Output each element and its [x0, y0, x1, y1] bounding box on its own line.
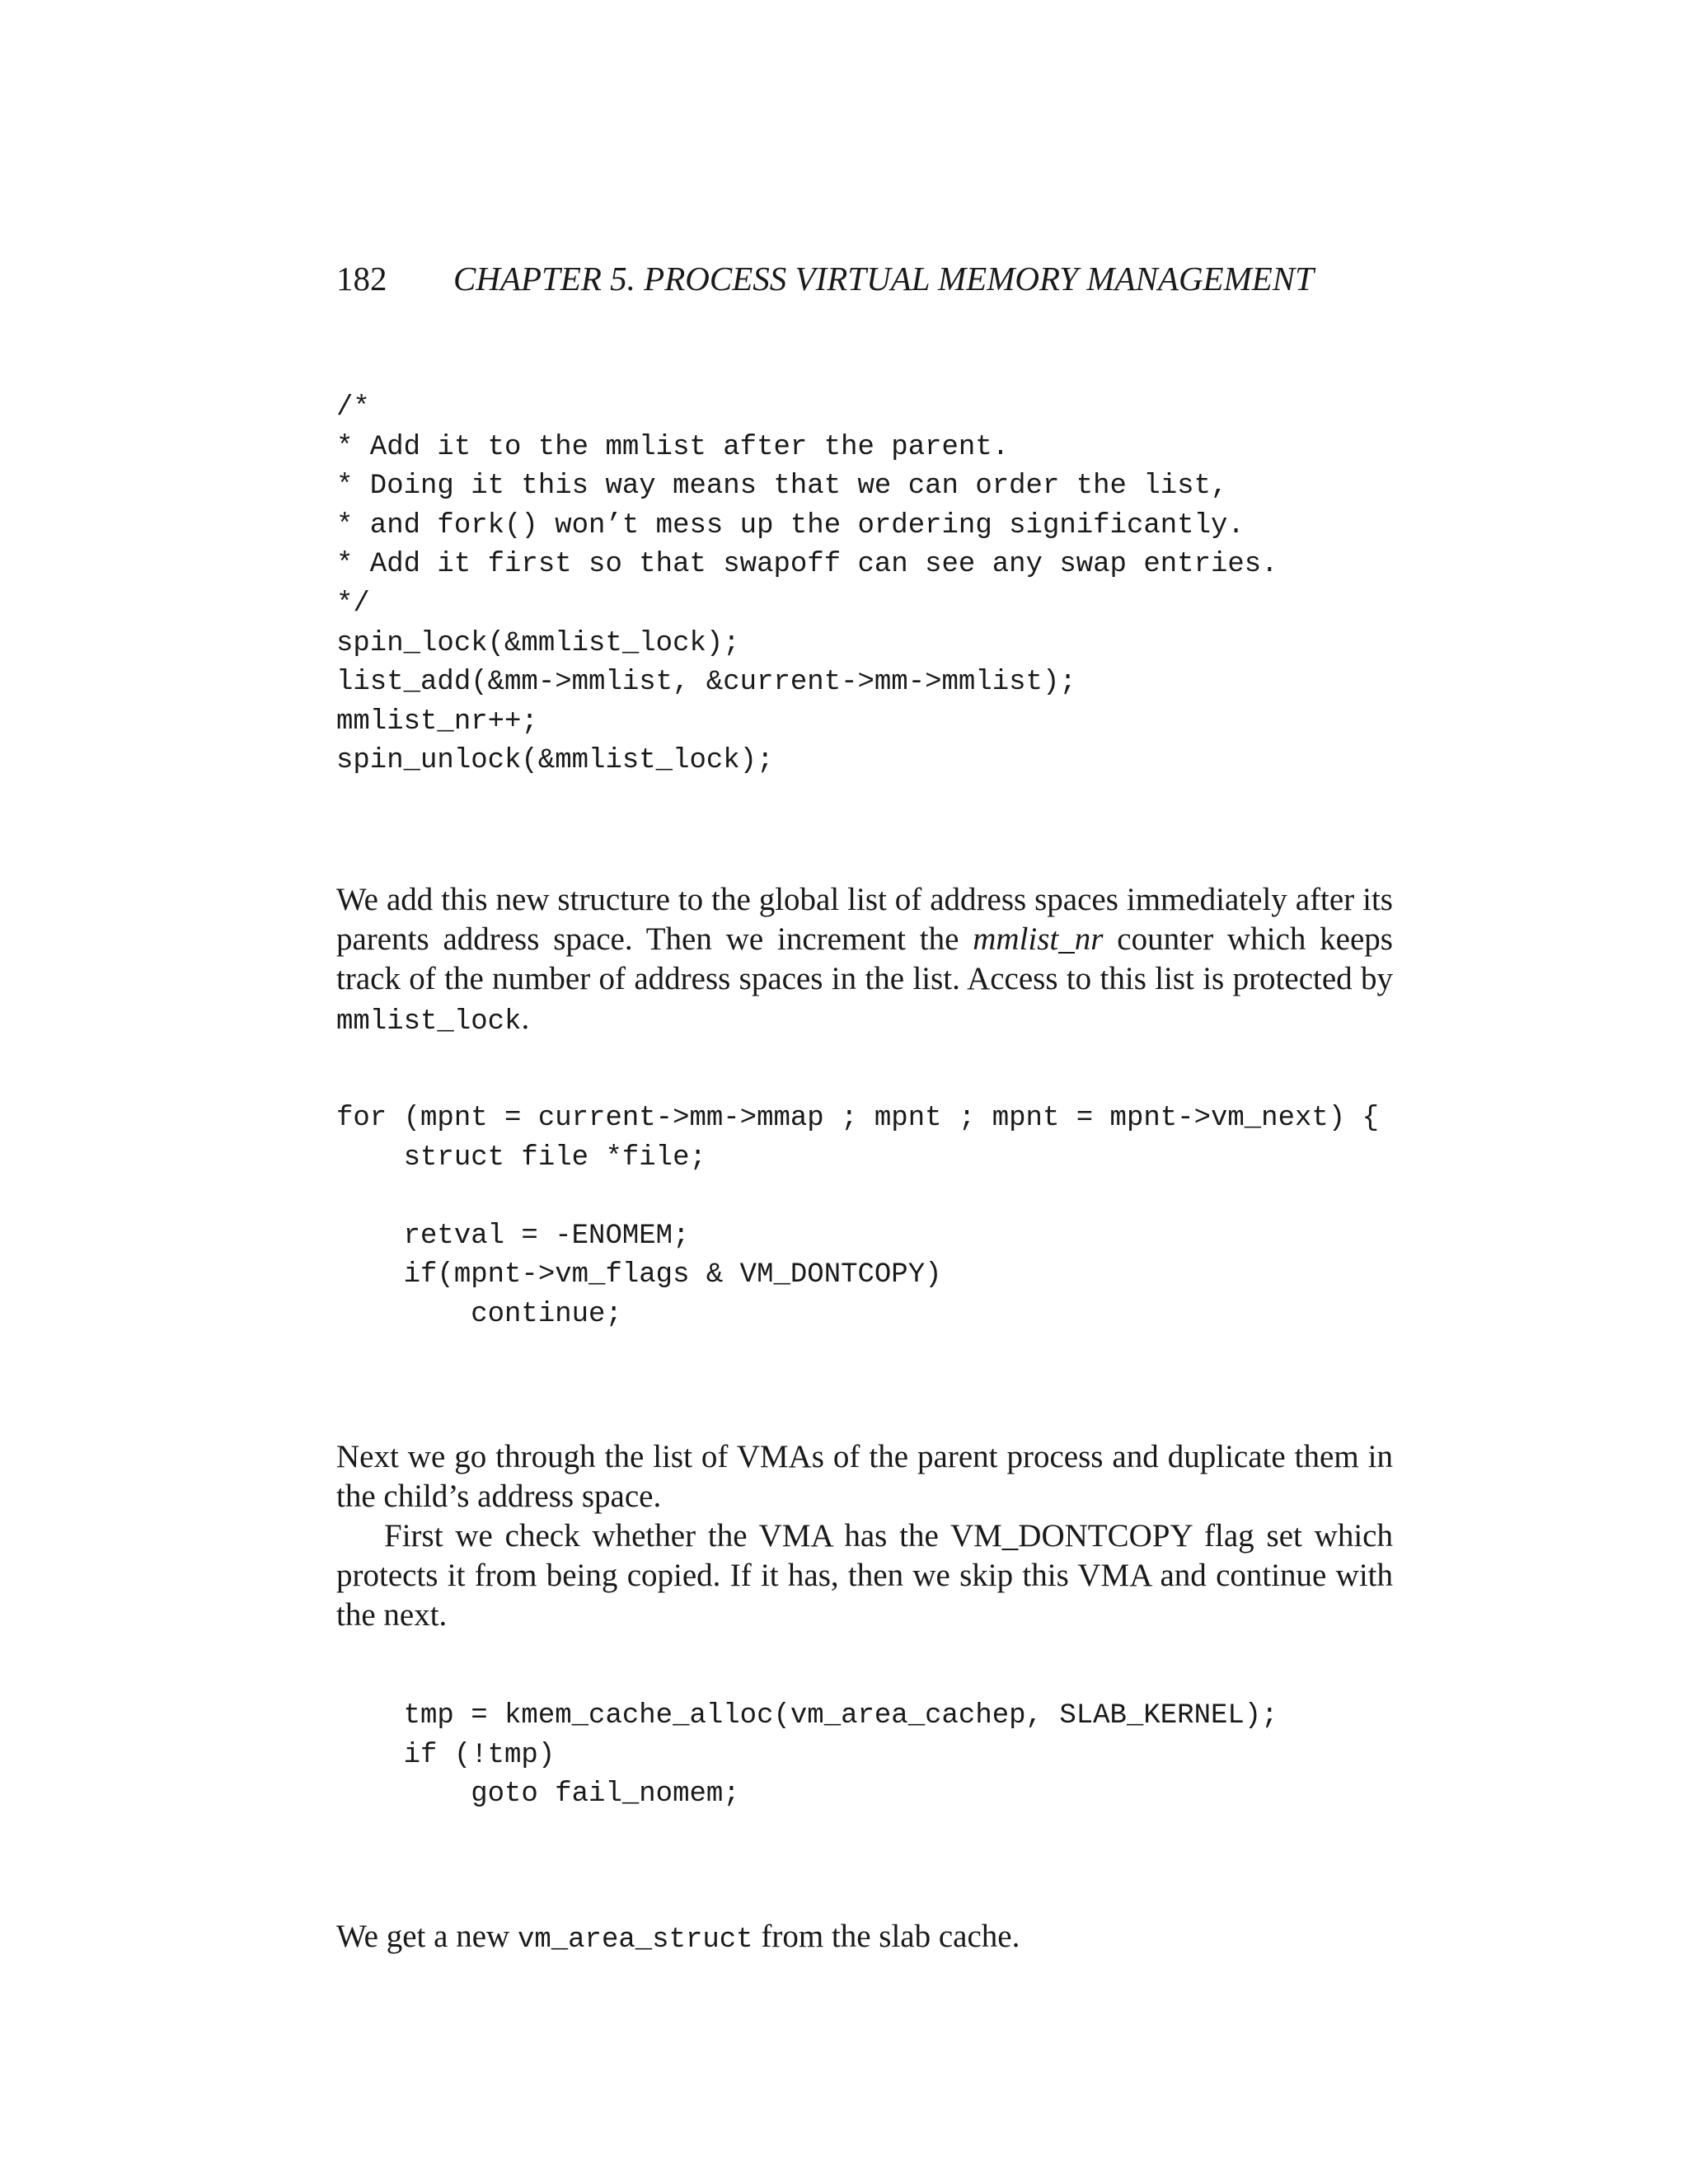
code-line [336, 1178, 1379, 1217]
code-line: * Add it first so that swapoff can see any swap entries. [336, 549, 1278, 581]
code-line: * Doing it this way means that we can order the list, [336, 471, 1228, 503]
code-block-mmlist [336, 389, 1278, 781]
code-line: if (!tmp) [336, 1739, 556, 1771]
code-line: if(mpnt->vm_flags & VM_DONTCOPY) [336, 1259, 942, 1291]
code-line: continue; [336, 1298, 622, 1330]
code-line: tmp = kmem_cache_alloc(vm_area_cachep, SLAB_KERNEL); [336, 1700, 1278, 1732]
code-line: for (mpnt = current->mm->mmap ; mpnt ; mpnt = mpnt->vm_next) { [336, 1103, 1380, 1134]
chapter-title: CHAPTER 5. PROCESS VIRTUAL MEMORY MANAGEMENT [453, 260, 1314, 298]
paragraph-text: from the slab cache. [753, 1919, 1020, 1954]
page-number: 182 [336, 260, 387, 298]
code-line: * and fork() won’t mess up the ordering significantly. [336, 509, 1245, 541]
code-line: list_add(&mm->mmlist, &current->mm->mmlist); [336, 667, 1076, 699]
paragraph-slab-cache [336, 1917, 1393, 1960]
paragraph-text: We add this new structure to the global list of address spaces immediately after its parents address space. Then we increment the [336, 882, 1393, 957]
inline-code-vm-area-struct: vm_area_struct [517, 1924, 753, 1956]
paragraph-text: First we check whether the VMA has the VM_DONTCOPY flag set which protects it from being copied. If it has, then we skip this VMA and continue with the next. [336, 1518, 1393, 1633]
code-line: spin_unlock(&mmlist_lock); [336, 745, 774, 777]
inline-code-mmlist-lock: mmlist_lock [336, 1006, 522, 1038]
code-line: retval = -ENOMEM; [336, 1220, 690, 1252]
code-line: mmlist_nr++; [336, 705, 538, 738]
paragraph-text: Next we go through the list of VMAs of the parent process and duplicate them in the child’s address space. [336, 1439, 1393, 1514]
code-block-kmem-alloc [336, 1697, 1278, 1815]
code-line: spin_lock(&mmlist_lock); [336, 627, 740, 659]
paragraph-vma-explanation [336, 1437, 1393, 1635]
paragraph-text: . [521, 1001, 530, 1036]
page-header [336, 255, 1393, 302]
code-line: goto fail_nomem; [336, 1779, 740, 1811]
code-line: * Add it to the mmlist after the parent. [336, 431, 1010, 463]
paragraph-text: counter which keeps track of the number of address spaces in the list. Access to this list is protected by [336, 921, 1393, 996]
emphasis-mmlist-nr: mmlist_nr [973, 921, 1104, 957]
code-line: /* [336, 392, 370, 424]
paragraph-text: We get a new [336, 1919, 518, 1954]
paragraph-mmlist-explanation [336, 880, 1393, 1042]
code-line: struct file *file; [336, 1141, 706, 1174]
code-line: */ [336, 588, 370, 620]
code-block-vma-loop [336, 1099, 1379, 1335]
